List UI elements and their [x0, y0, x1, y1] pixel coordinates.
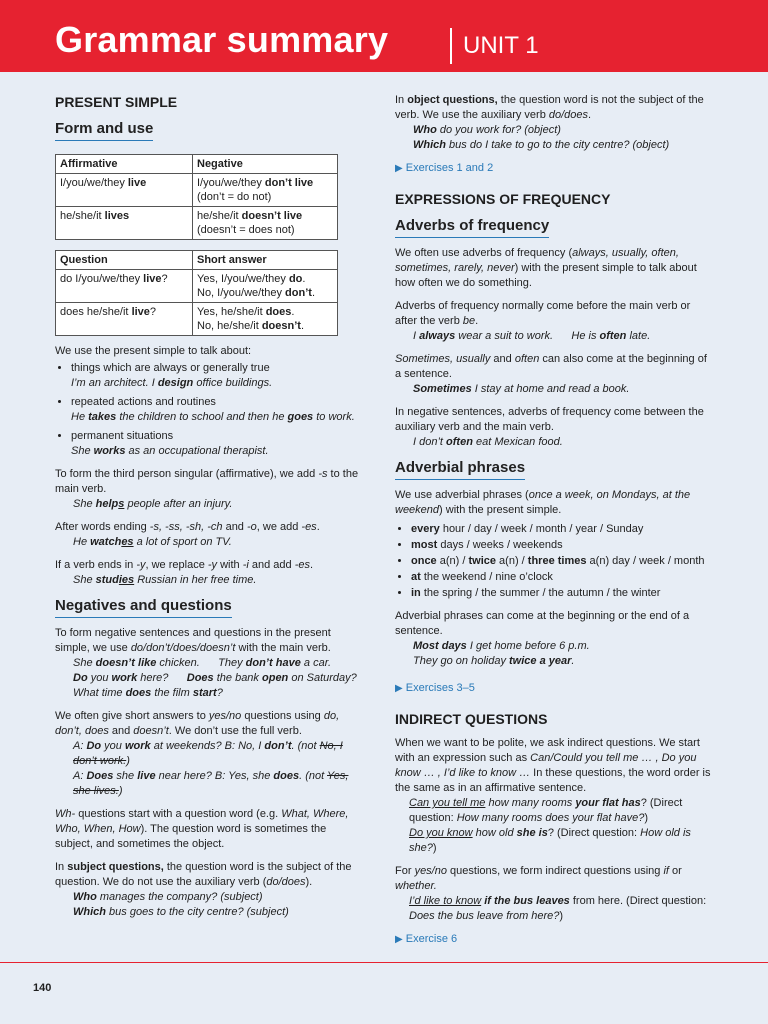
list-item: • in the spring / the summer / the autumn / the winter [411, 586, 713, 601]
table-cell: do I/you/we/they live? [56, 270, 193, 303]
phrases-list [395, 522, 713, 601]
table-header: Question [56, 251, 193, 270]
example-indirect-3: I’d like to know if the bus leaves from here. (Direct question: Does the bus leave from here?) [409, 895, 707, 922]
table-cell: he/she/it lives [56, 207, 193, 240]
left-column [55, 93, 365, 920]
footer-divider [0, 962, 768, 963]
example-studies: She studies Russian in her free time. [73, 574, 257, 586]
title-separator [450, 28, 452, 64]
example-negatives: She doesn’t like chicken. They don’t have a car. [73, 657, 332, 669]
example-subject-1: Who manages the company? (subject) [73, 891, 263, 903]
example-questions: Do you work here? Does the bank open on Saturday? [73, 672, 357, 684]
example-adverbs-1: I always wear a suit to work. He is often late. [413, 330, 651, 342]
table-header: Negative [193, 155, 338, 174]
wh-questions-rule: Wh- questions start with a question word (e.g. What, Where, Who, When, How). The question word is sometimes the subject, and sometimes the object. [55, 808, 349, 850]
use-list [55, 361, 365, 459]
y-rule: If a verb ends in -y, we replace -y with -i and add -es. [55, 559, 314, 571]
list-item: • most days / weeks / weekends [411, 538, 713, 553]
exercises-link-1[interactable]: ▶ Exercises 1 and 2 [395, 162, 494, 174]
third-person-rule: To form the third person singular (affirmative), we add -s to the main verb. [55, 468, 359, 495]
table-cell: Yes, I/you/we/they do. No, I/you/we/they don’t. [193, 270, 338, 303]
indirect-yes-no-rule: For yes/no questions, we form indirect questions using if or whether. [395, 865, 682, 892]
list-item: • at the weekend / nine o’clock [411, 570, 713, 585]
subheading-adverbs-of-frequency: Adverbs of frequency [395, 218, 549, 238]
example-object-1: Who do you work for? (object) [413, 124, 561, 136]
question-short-answer-table [55, 250, 338, 336]
adverbs-start: Sometimes, usually and often can also come at the beginning of a sentence. [395, 353, 707, 380]
section-heading-indirect-questions: INDIRECT QUESTIONS [395, 711, 548, 727]
right-column [395, 93, 713, 947]
table-header: Short answer [193, 251, 338, 270]
object-questions-rule: In object questions, the question word is not the subject of the verb. We use the auxiliary verb do/does. [395, 94, 704, 121]
page-number: 140 [33, 982, 52, 994]
arrow-right-icon: ▶ [395, 934, 403, 945]
adverbs-intro: We often use adverbs of frequency (always, usually, often, sometimes, rarely, never) with the present simple to talk about how often we do something. [395, 247, 697, 289]
arrow-right-icon: ▶ [395, 683, 403, 694]
table-row [56, 270, 338, 303]
phrases-intro: We use adverbial phrases (once a week, on Mondays, at the weekend) with the present simple. [395, 489, 691, 516]
use-intro: We use the present simple to talk about: [55, 345, 252, 357]
example-subject-2: Which bus goes to the city centre? (subject) [73, 906, 289, 918]
es-rule: After words ending -s, -ss, -sh, -ch and -o, we add -es. [55, 521, 320, 533]
example-object-2: Which bus do I take to go to the city centre? (object) [413, 139, 670, 151]
phrases-position: Adverbial phrases can come at the beginning or the end of a sentence. [395, 610, 690, 637]
page-header [0, 0, 768, 72]
table-cell: Yes, he/she/it does. No, he/she/it doesn’t. [193, 303, 338, 336]
example-indirect-2: Do you know how old she is? (Direct question: How old is she?) [409, 827, 691, 854]
subheading-negatives-and-questions: Negatives and questions [55, 598, 232, 618]
list-item: • things which are always or generally true I’m an architect. I design office buildings. [71, 361, 365, 391]
example-adverbs-2: Sometimes I stay at home and read a book. [413, 383, 630, 395]
negatives-intro: To form negative sentences and questions in the present simple, we use do/don’t/does/doesn’t with the main verb. [55, 627, 331, 654]
short-answers-rule: We often give short answers to yes/no questions using do, don’t, does and doesn’t. We don’t use the full verb. [55, 710, 340, 737]
adverbs-negative: In negative sentences, adverbs of frequency come between the auxiliary verb and the main verb. [395, 406, 704, 433]
example-adverbs-3: I don’t often eat Mexican food. [413, 436, 563, 448]
subheading-adverbial-phrases: Adverbial phrases [395, 460, 525, 480]
example-what-time: What time does the film start? [73, 687, 223, 699]
table-header: Affirmative [56, 155, 193, 174]
table-row [56, 303, 338, 336]
example-phrases-1: Most days I get home before 6 p.m. [413, 640, 590, 652]
list-item: • once a(n) / twice a(n) / three times a(n) day / week / month [411, 554, 713, 569]
table-row [56, 207, 338, 240]
table-cell: I/you/we/they don’t live (don’t = do not) [193, 174, 338, 207]
indirect-intro: When we want to be polite, we ask indirect questions. We start with an expression such as Can/Could you tell me … , Do you know … , I’d like to know … In these questions, the word order is the same as in an affirmative sentence. [395, 737, 711, 794]
unit-label: UNIT 1 [463, 32, 539, 59]
page-title: Grammar summary [55, 19, 389, 60]
example-indirect-1: Can you tell me how many rooms your flat has? (Direct question: How many rooms does your flat have?) [409, 797, 683, 824]
table-row [56, 174, 338, 207]
adverbs-position: Adverbs of frequency normally come before the main verb or after the verb be. [395, 300, 691, 327]
table-cell: does he/she/it live? [56, 303, 193, 336]
example-short-answer-2: A: Does she live near here? B: Yes, she does. (not Yes, she lives.) [73, 770, 349, 797]
section-heading-present-simple: PRESENT SIMPLE [55, 94, 178, 110]
table-cell: he/she/it doesn’t live (doesn’t = does not) [193, 207, 338, 240]
table-cell: I/you/we/they live [56, 174, 193, 207]
subject-questions-rule: In subject questions, the question word is the subject of the question. We do not use the auxiliary verb (do/does). [55, 861, 352, 888]
exercises-link-2[interactable]: ▶ Exercises 3–5 [395, 682, 475, 694]
arrow-right-icon: ▶ [395, 163, 403, 174]
example-phrases-2: They go on holiday twice a year. [413, 655, 575, 667]
section-heading-frequency: EXPRESSIONS OF FREQUENCY [395, 191, 611, 207]
list-item: • repeated actions and routines He takes the children to school and then he goes to work. [71, 395, 365, 425]
exercises-link-3[interactable]: ▶ Exercise 6 [395, 933, 458, 945]
list-item: • permanent situations She works as an occupational therapist. [71, 429, 365, 459]
list-item: • every hour / day / week / month / year / Sunday [411, 522, 713, 537]
example-helps: She helps people after an injury. [73, 498, 233, 510]
example-short-answer-1: A: Do you work at weekends? B: No, I don’t. (not No, I don’t work.) [73, 740, 343, 767]
affirmative-negative-table [55, 154, 338, 240]
example-watches: He watches a lot of sport on TV. [73, 536, 232, 548]
subheading-form-and-use: Form and use [55, 121, 153, 141]
